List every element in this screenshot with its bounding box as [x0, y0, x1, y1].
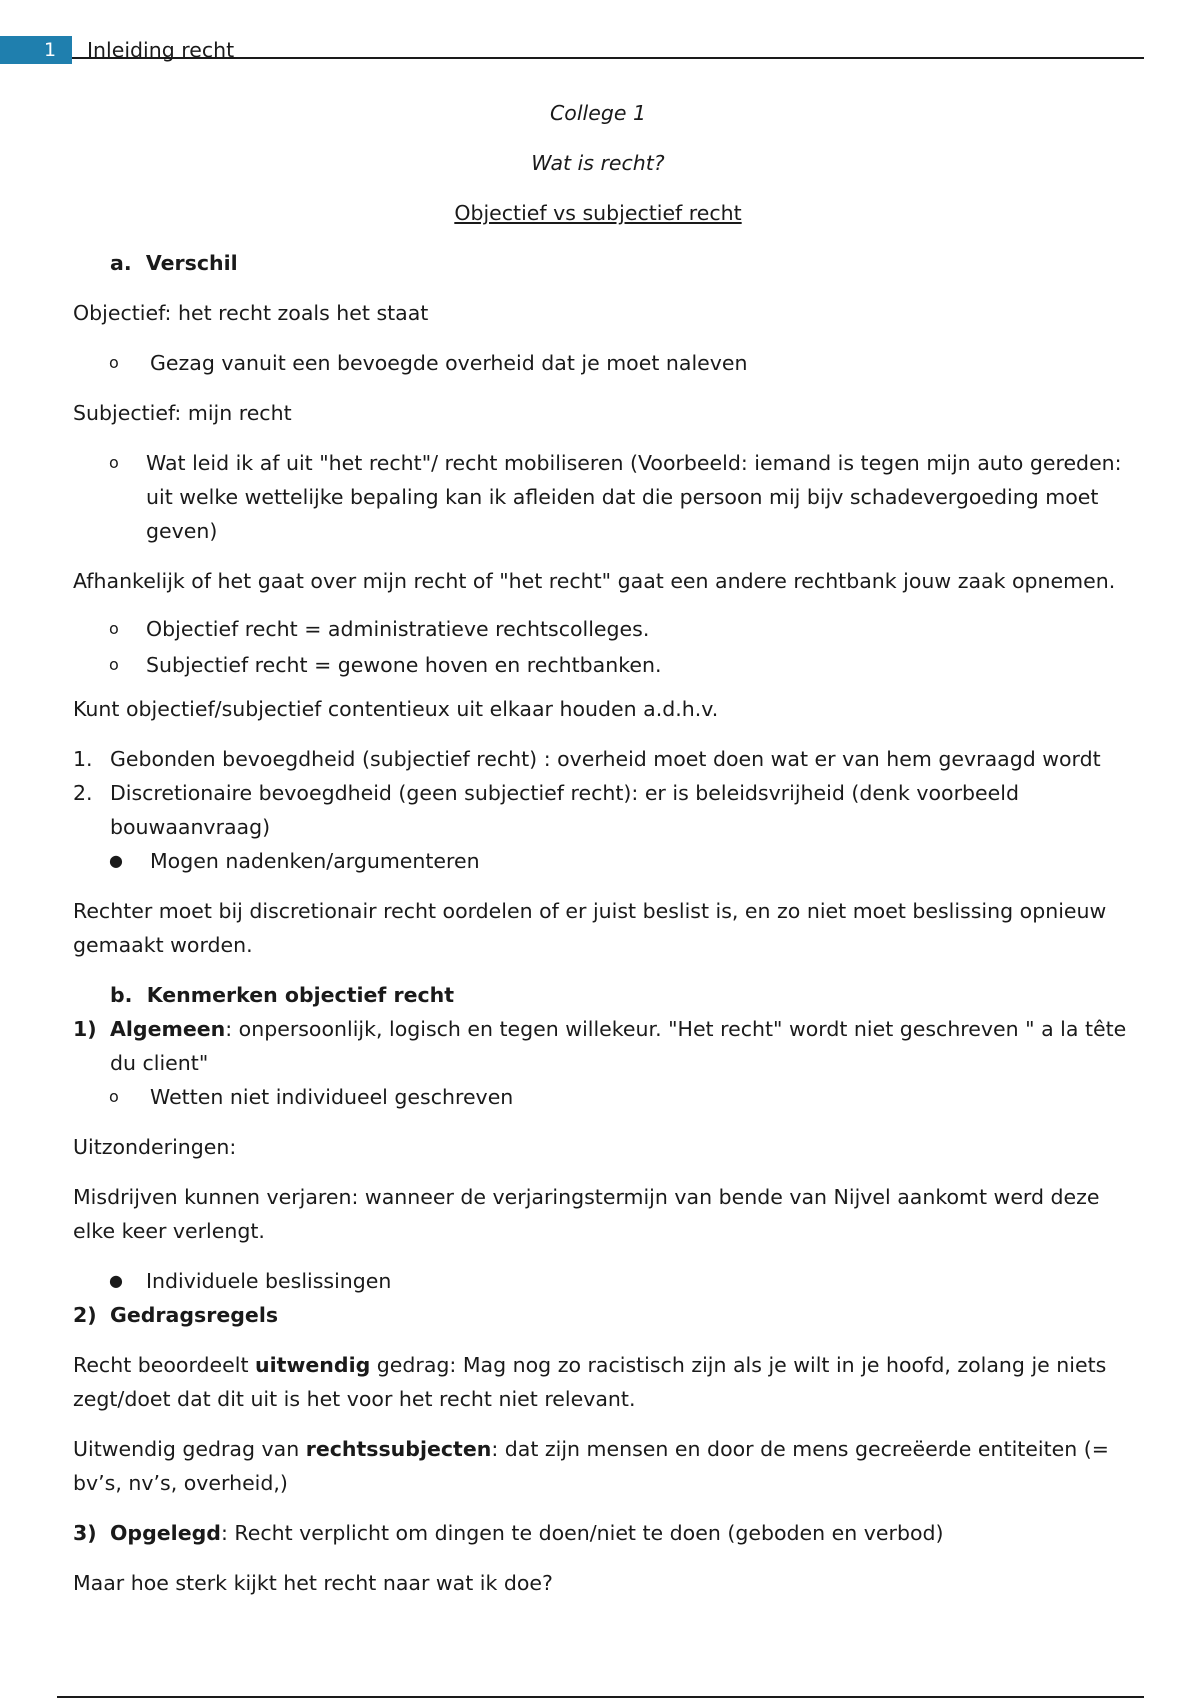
- list-number: 3): [73, 1521, 97, 1545]
- dot-bullet-icon: ●: [109, 851, 123, 870]
- rechter-paragraph: Rechter moet bij discretionair recht oordelen of er juist beslist is, en zo niet moet beslissing opnieuw gemaakt worden.: [73, 899, 1107, 957]
- list-item: [73, 1080, 1133, 1114]
- section-a-label: a.: [110, 251, 132, 275]
- objectief-bullet-text: Gezag vanuit een bevoegde overheid dat je moet naleven: [150, 351, 748, 375]
- item1-bold: Algemeen: [110, 1017, 226, 1041]
- list-item: [73, 612, 1133, 646]
- circle-bullet-icon: o: [109, 1087, 119, 1106]
- dot-bullet-icon: ●: [109, 1271, 123, 1290]
- page-header: [0, 36, 1144, 64]
- individuele-text: Individuele beslissingen: [146, 1269, 392, 1293]
- item3-bold: Opgelegd: [110, 1521, 221, 1545]
- list-item: [73, 446, 1133, 548]
- bevoegdheid-2-text: Discretionaire bevoegdheid (geen subjectief recht): er is beleidsvrijheid (denk voorbeeld bouwaanvraag): [110, 781, 1019, 839]
- recht-beoordeelt-paragraph: [73, 1348, 1133, 1416]
- text-run: Uitwendig gedrag van: [73, 1437, 306, 1461]
- college-title: College 1: [549, 101, 647, 125]
- list-item: [73, 1298, 1133, 1332]
- document-body: [73, 96, 1133, 1600]
- list-item: [73, 844, 1133, 878]
- circle-bullet-icon: o: [109, 619, 119, 638]
- text-run: gedrag: Mag nog zo racistisch zijn als je wilt in je hoofd, zolang je niets zegt/doet dat dit uit is het voor het recht niet relevant.: [73, 1353, 1107, 1411]
- subjectief-definition: Subjectief: mijn recht: [73, 401, 292, 425]
- question-title: Wat is recht?: [531, 151, 665, 175]
- circle-bullet-icon: o: [109, 353, 119, 372]
- text-run: : dat zijn mensen en door de mens gecreëerde entiteiten (= bv’s, nv’s, overheid,): [73, 1437, 1109, 1495]
- uitwendig-paragraph: [73, 1432, 1133, 1500]
- item1-text: [73, 1012, 1133, 1080]
- kunt-paragraph: Kunt objectief/subjectief contentieux uit elkaar houden a.d.h.v.: [73, 697, 719, 721]
- misdrijven-paragraph: Misdrijven kunnen verjaren: wanneer de verjaringstermijn van bende van Nijvel aankomt werd deze elke keer verlengt.: [73, 1185, 1100, 1243]
- afhankelijk-paragraph: Afhankelijk of het gaat over mijn recht of "het recht" gaat een andere rechtbank jouw zaak opnemen.: [73, 569, 1116, 593]
- text-run: Recht beoordeelt: [73, 1353, 256, 1377]
- list-number: 2.: [73, 781, 93, 805]
- section-b-heading: [73, 978, 1133, 1012]
- wetten-text: Wetten niet individueel geschreven: [150, 1085, 514, 1109]
- circle-bullet-icon: o: [109, 453, 119, 472]
- footer-rule: [57, 1696, 1144, 1698]
- section-b-label: b.: [110, 983, 133, 1007]
- list-item: [73, 648, 1133, 682]
- list-item: [73, 742, 1133, 776]
- item1-rest: : onpersoonlijk, logisch en tegen willekeur. "Het recht" wordt niet geschreven " a la tête du client": [110, 1017, 1127, 1075]
- topic-title-text: Objectief vs subjectief recht: [454, 201, 742, 225]
- list-item: [73, 1516, 1133, 1550]
- text-run-bold: rechtssubjecten: [305, 1437, 492, 1461]
- subjectief-bullet-text: Wat leid ik af uit "het recht"/ recht mobiliseren (Voorbeeld: iemand is tegen mijn auto gereden: uit welke wettelijke bepaling kan ik afleiden dat die persoon mij bijv schadevergoeding moet geven): [146, 451, 1122, 543]
- item2-bold: Gedragsregels: [110, 1303, 279, 1327]
- uitzonderingen-label: Uitzonderingen:: [73, 1135, 237, 1159]
- maar-paragraph: Maar hoe sterk kijkt het recht naar wat ik doe?: [73, 1571, 553, 1595]
- list-item: [73, 1264, 1133, 1298]
- chapter-number-badge: 1: [0, 36, 72, 64]
- section-b-title: Kenmerken objectief recht: [146, 983, 455, 1007]
- chapter-title: Inleiding recht: [87, 38, 235, 62]
- rechtbank-bullet-subjectief: Subjectief recht = gewone hoven en rechtbanken.: [146, 653, 662, 677]
- text-run-bold: uitwendig: [255, 1353, 371, 1377]
- item3-text: [73, 1516, 1133, 1550]
- rechtbank-bullet-objectief: Objectief recht = administratieve rechtscolleges.: [146, 617, 650, 641]
- item3-rest: : Recht verplicht om dingen te doen/niet te doen (geboden en verbod): [220, 1521, 944, 1545]
- list-number: 2): [73, 1303, 97, 1327]
- list-item: [73, 1012, 1133, 1080]
- list-number: 1): [73, 1017, 97, 1041]
- topic-title: [73, 196, 1123, 230]
- list-item: [73, 776, 1133, 844]
- list-number: 1.: [73, 747, 93, 771]
- objectief-definition: Objectief: het recht zoals het staat: [73, 301, 429, 325]
- bevoegdheid-1-text: Gebonden bevoegdheid (subjectief recht) : overheid moet doen wat er van hem gevraagd wordt: [110, 747, 1101, 771]
- section-a-heading: [73, 246, 1133, 280]
- section-a-title: Verschil: [145, 251, 238, 275]
- list-item: [73, 346, 1133, 380]
- circle-bullet-icon: o: [109, 655, 119, 674]
- mogen-text: Mogen nadenken/argumenteren: [150, 849, 480, 873]
